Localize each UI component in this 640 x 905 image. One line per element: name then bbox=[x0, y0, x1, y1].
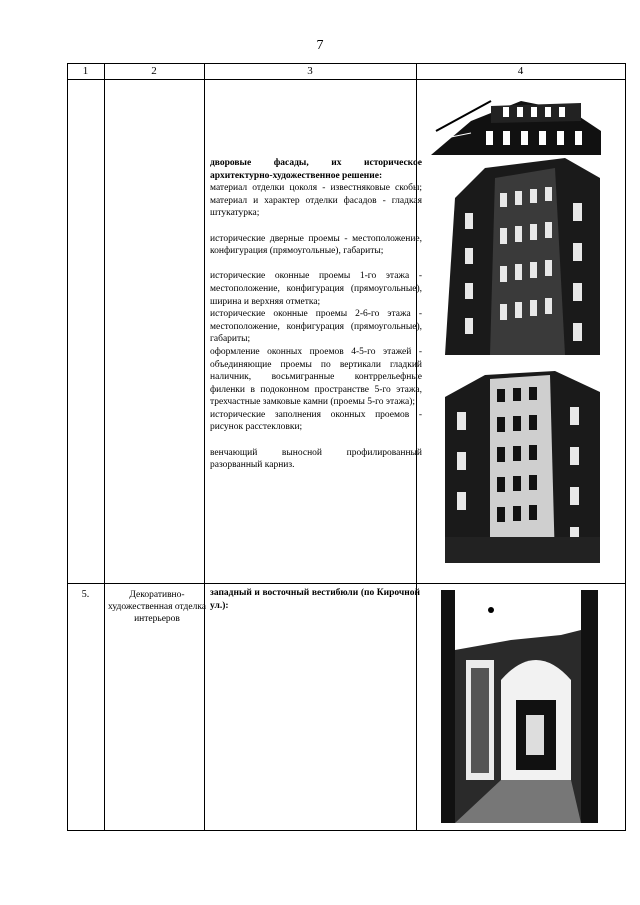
paragraph-windows-decor: оформление оконных проемов 4-5-го этажей - объединяющие проемы по вертикали гладкий наличник, восьмигранные контррельефные филенки в подоконном пространстве 5-го этажа, трехчастные замковые камни (проемы 5-го этажа); bbox=[210, 346, 422, 408]
paragraph-windows-1: исторические оконные проемы 1-го этажа - местоположение, конфигурация (прямоугольные), ширина и верхняя отметка; bbox=[210, 271, 422, 307]
header-col-4: 4 bbox=[517, 65, 524, 77]
vestibule-interior-photo bbox=[441, 590, 598, 823]
section-heading: дворовые фасады, их историческое архитектурно-художественное решение: bbox=[210, 158, 422, 181]
row5-number: 5. bbox=[81, 589, 90, 600]
row4-description bbox=[210, 157, 422, 472]
row5-category: Декоративно-художественная отделка интерьеров bbox=[107, 590, 207, 624]
header-col-3: 3 bbox=[307, 65, 313, 77]
row5-description: западный и восточный вестибюли (по Кирочной ул.): bbox=[210, 588, 420, 611]
table-right-border bbox=[625, 63, 626, 831]
col-divider-1 bbox=[104, 63, 105, 831]
col-divider-2 bbox=[204, 63, 205, 831]
paragraph-cornice: венчающий выносной профилированный разорванный карниз. bbox=[210, 447, 422, 471]
courtyard-facade-photo-2 bbox=[445, 367, 600, 563]
table-left-border bbox=[67, 63, 68, 831]
paragraph-window-fill: исторические заполнения оконных проемов - рисунок расстекловки; bbox=[210, 409, 422, 433]
table-bottom-border bbox=[67, 830, 626, 831]
header-col-1: 1 bbox=[82, 65, 89, 77]
paragraph-plinth: материал отделки цоколя - известняковые скобы; материал и характер отделки фасадов - гладкая штукатурка; bbox=[210, 183, 422, 219]
header-col-2: 2 bbox=[151, 65, 157, 77]
facade-top-photo bbox=[431, 81, 601, 155]
page-number: 7 bbox=[316, 38, 324, 53]
courtyard-facade-photo-1 bbox=[445, 158, 600, 355]
row-divider bbox=[67, 583, 626, 584]
paragraph-windows-2-6: исторические оконные проемы 2-6-го этажа - местоположение, конфигурация (прямоугольные), габариты; bbox=[210, 309, 422, 345]
header-bottom-border bbox=[67, 79, 626, 80]
paragraph-doors: исторические дверные проемы - местоположение, конфигурация (прямоугольные), габариты; bbox=[210, 233, 422, 257]
